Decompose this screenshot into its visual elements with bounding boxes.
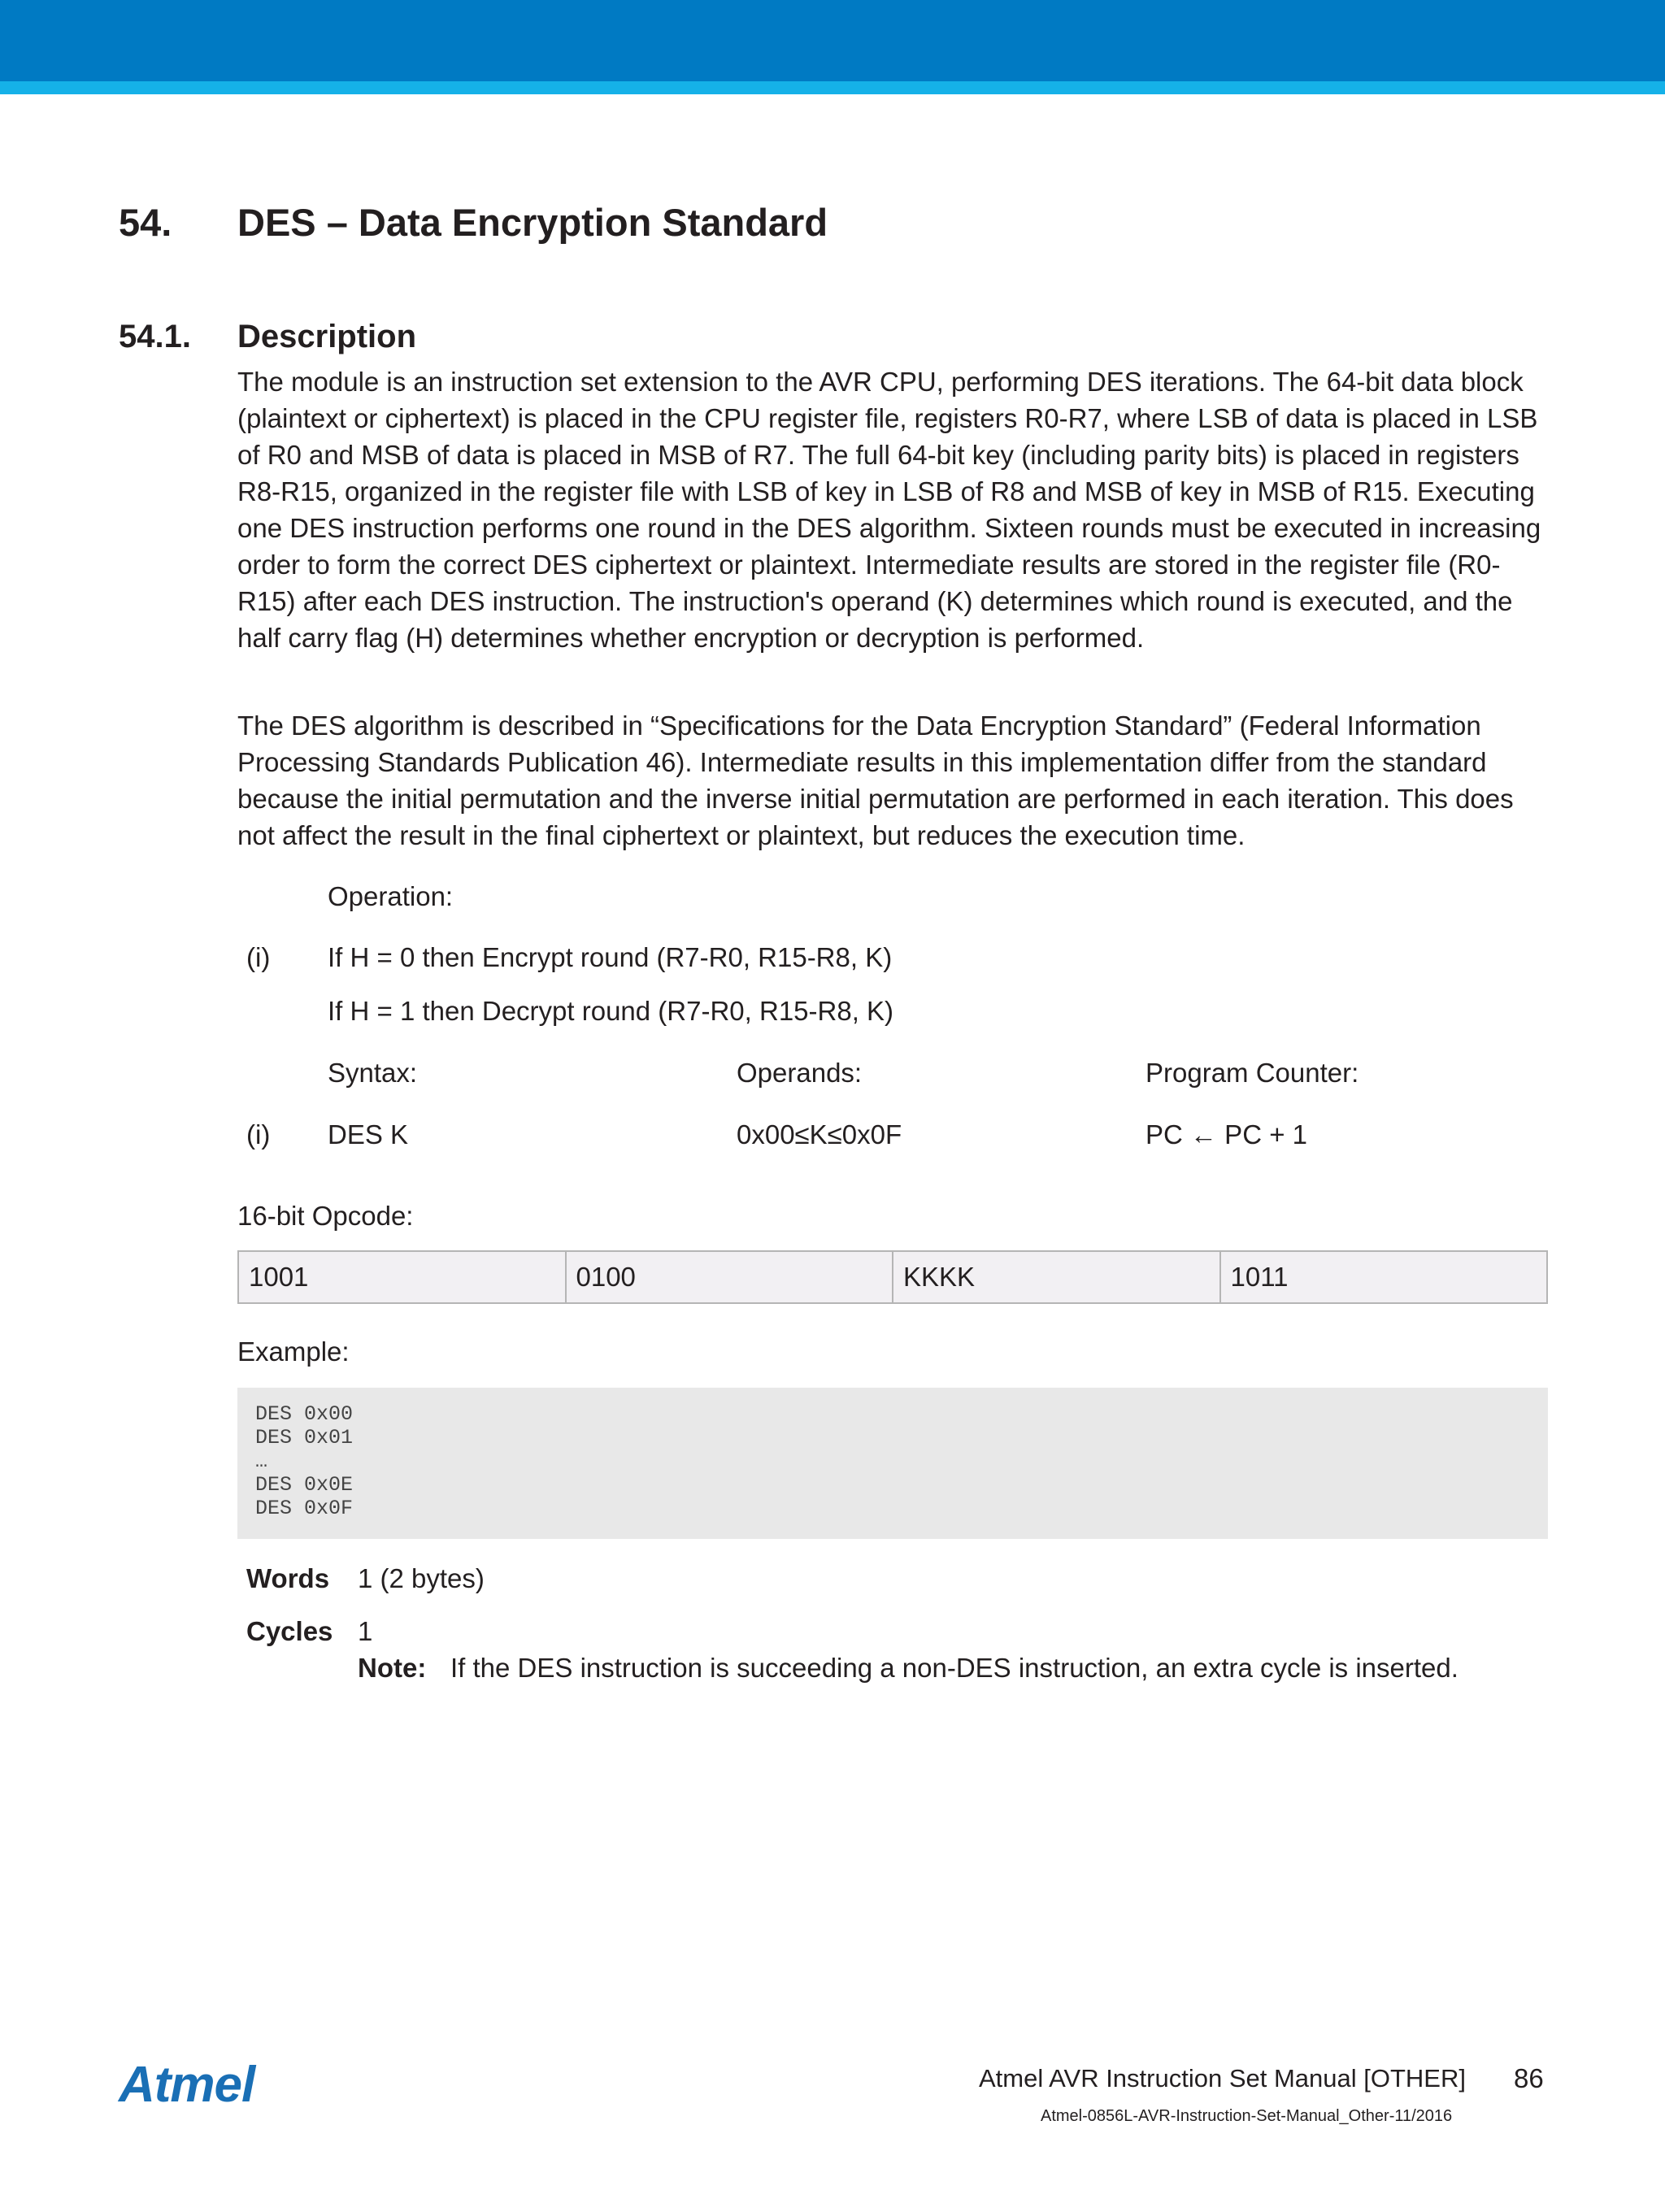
- cycles-label: Cycles: [246, 1616, 333, 1646]
- code-line: DES 0x00: [255, 1402, 354, 1426]
- atmel-logo: Atmel: [119, 2057, 255, 2113]
- opcode-cell: 1011: [1230, 1262, 1289, 1292]
- words-value: 1 (2 bytes): [358, 1563, 485, 1593]
- subsection-number: 54.1.: [119, 319, 191, 354]
- subsection-title: Description: [237, 319, 417, 354]
- code-line: DES 0x01: [255, 1426, 354, 1449]
- cycles-value: 1: [358, 1616, 373, 1646]
- section-title: DES – Data Encryption Standard: [237, 201, 828, 244]
- syntax-header: Syntax:: [328, 1058, 418, 1088]
- opcode-table: [237, 1250, 1548, 1304]
- syntax-index: (i): [246, 1119, 271, 1149]
- opcode-label: 16-bit Opcode:: [237, 1201, 414, 1231]
- footer-doc-id: Atmel-0856L-AVR-Instruction-Set-Manual_Other-11/2016: [1041, 2107, 1453, 2125]
- page-number: 86: [1514, 2063, 1544, 2093]
- operation-line-2: If H = 1 then Decrypt round (R7-R0, R15-R8, K): [328, 996, 894, 1026]
- opcode-cell: KKKK: [893, 1252, 1221, 1302]
- operands-header: Operands:: [737, 1058, 863, 1088]
- example-label: Example:: [237, 1336, 350, 1367]
- code-line: DES 0x0F: [255, 1497, 354, 1520]
- description-paragraph-2: The DES algorithm is described in “Specifications for the Data Encryption Standard” (Federal Information Processing Standards Publication 46). Intermediate results in this implementation differ from the standard because the initial permutation and the inverse initial permutation are performed in each iteration. This does not affect the result in the final ciphertext or plaintext, but reduces the execution time.: [237, 711, 1514, 850]
- program-counter-header: Program Counter:: [1146, 1058, 1359, 1088]
- header-bar: [0, 0, 1665, 81]
- description-paragraph-1: The module is an instruction set extension to the AVR CPU, performing DES iterations. The 64-bit data block (plaintext or ciphertext) is placed in the CPU register file, registers R0-R7, where LSB of data is placed in LSB of R0 and MSB of data is placed in MSB of R7. The full 64-bit key (including parity bits) is placed in registers R8-R15, organized in the register file with LSB of key in LSB of R8 and MSB of key in MSB of R15. Executing one DES instruction performs one round in the DES algorithm. Sixteen rounds must be executed in increasing order to form the correct DES ciphertext or plaintext. Intermediate results are stored in the register file (R0-R15) after each DES instruction. The instruction's operand (K) determines which round is executed, and the half carry flag (H) determines whether encryption or decryption is performed.: [237, 367, 1541, 653]
- code-line: …: [255, 1449, 268, 1473]
- example-code-block: [237, 1388, 1548, 1539]
- code-line: DES 0x0E: [255, 1473, 354, 1497]
- program-counter-value: PC ← PC + 1: [1146, 1119, 1307, 1149]
- opcode-cell: 0100: [567, 1252, 894, 1302]
- note-label: Note:: [358, 1653, 427, 1683]
- operands-value: 0x00≤K≤0x0F: [737, 1119, 902, 1149]
- note-text: If the DES instruction is succeeding a non-DES instruction, an extra cycle is inserted.: [450, 1653, 1459, 1683]
- words-label: Words: [246, 1563, 330, 1593]
- section-number: 54.: [119, 201, 172, 244]
- header-stripe: [0, 81, 1665, 94]
- syntax-value: DES K: [328, 1119, 409, 1149]
- operation-line-1: If H = 0 then Encrypt round (R7-R0, R15-R8, K): [328, 942, 893, 972]
- footer-manual-title: Atmel AVR Instruction Set Manual [OTHER]: [979, 2064, 1466, 2092]
- operation-label: Operation:: [328, 881, 454, 911]
- opcode-cell: 1001: [239, 1252, 567, 1302]
- operation-index: (i): [246, 942, 271, 972]
